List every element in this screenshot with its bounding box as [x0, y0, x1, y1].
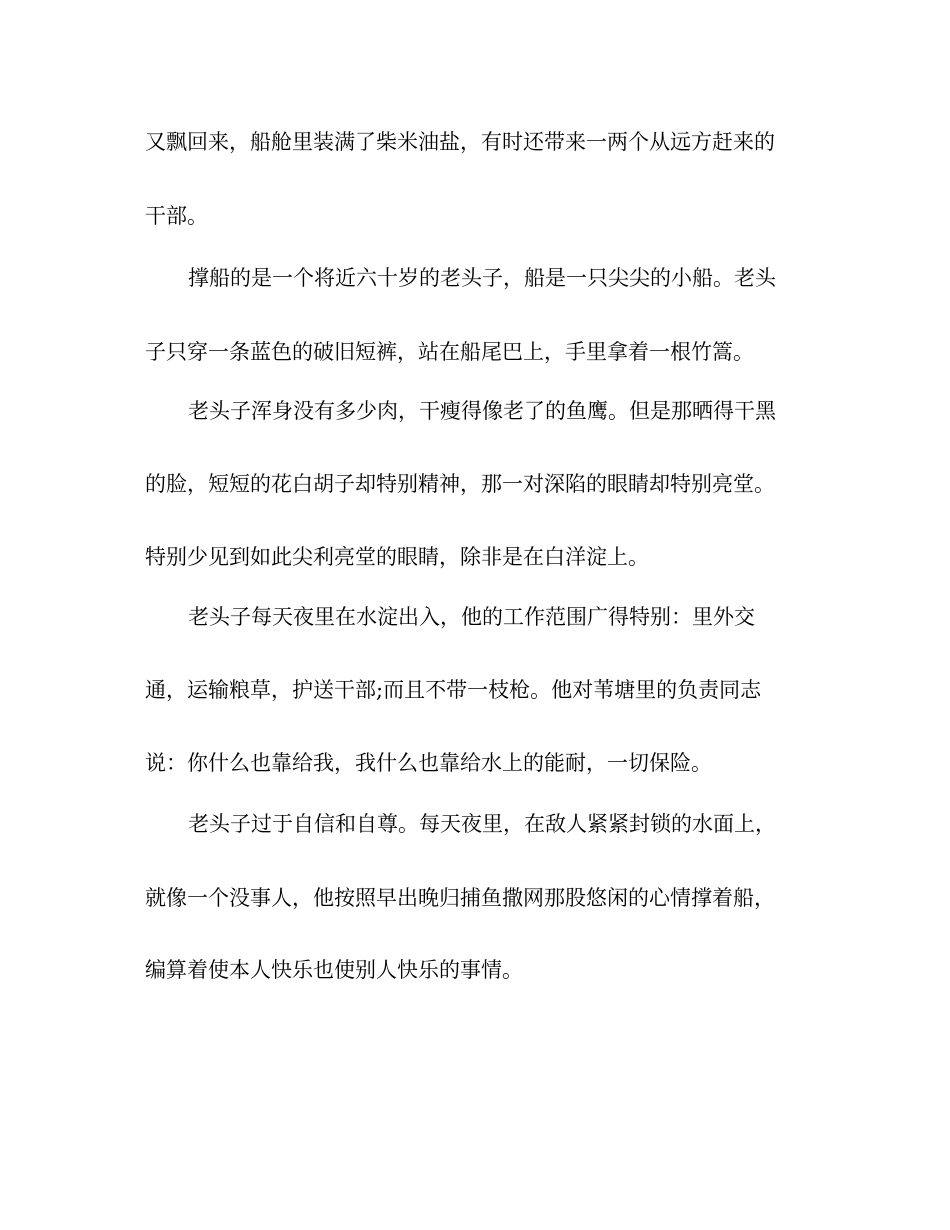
text-line-1: 又飘回来，船舱里装满了柴米油盐，有时还带来一两个从远方赶来的	[145, 130, 775, 154]
text-line-4: 子只穿一条蓝色的破旧短裤，站在船尾巴上，手里拿着一根竹篙。	[145, 340, 754, 364]
text-line-11: 老头子过于自信和自尊。每天夜里，在敌人紧紧封锁的水面上，	[188, 812, 776, 836]
text-line-12: 就像一个没事人，他按照早出晚归捕鱼撒网那股悠闲的心情撑着船，	[145, 886, 775, 910]
text-line-8: 老头子每天夜里在水淀出入，他的工作范围广得特别：里外交	[188, 605, 755, 629]
text-line-7: 特别少见到如此尖利亮堂的眼睛，除非是在白洋淀上。	[145, 545, 649, 569]
text-line-5: 老头子浑身没有多少肉，干瘦得像老了的鱼鹰。但是那晒得干黑	[188, 399, 776, 423]
text-line-2: 干部。	[145, 204, 208, 228]
text-line-9: 通，运输粮草，护送干部;而且不带一枝枪。他对苇塘里的负责同志	[145, 678, 762, 702]
text-line-10: 说：你什么也靠给我，我什么也靠给水上的能耐，一切保险。	[145, 751, 712, 775]
text-line-3: 撑船的是一个将近六十岁的老头子，船是一只尖尖的小船。老头	[188, 266, 776, 290]
text-line-6: 的脸，短短的花白胡子却特别精神，那一对深陷的眼睛却特别亮堂。	[145, 472, 775, 496]
text-line-13: 编算着使本人快乐也使别人快乐的事情。	[145, 958, 523, 982]
